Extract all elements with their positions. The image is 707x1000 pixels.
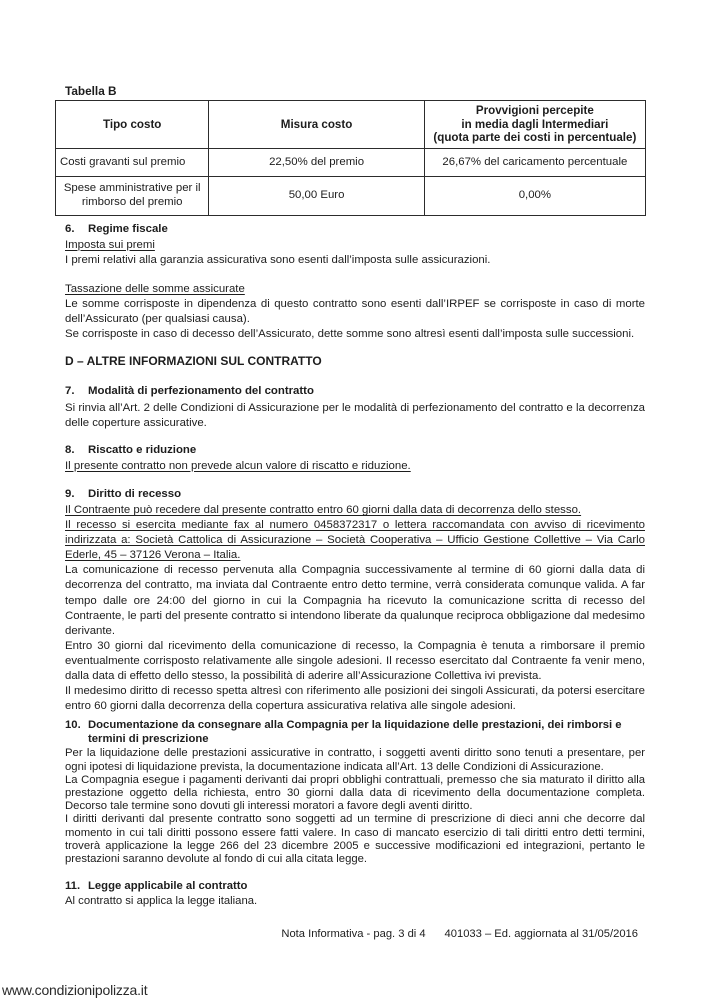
section-title: Regime fiscale	[88, 222, 168, 235]
section-7-heading	[65, 384, 645, 399]
paragraph: La comunicazione di recesso pervenuta alla Compagnia successivamente al termine di 60 giorni dalla data di decorrenza del contratto, ma inviata dal Contraente entro detto termine, verrà considerata comunque valida. A far tempo dalle ore 24:00 del giorno in cui la Compagnia ha ricevuto la comunicazione scritta di recesso del Contraente, le parti del presente contratto si intendono liberate da qualunque reciproca obbligazione dal medesimo derivante.	[65, 564, 645, 637]
footer-edition-info: 401033 – Ed. aggiornata al 31/05/2016	[444, 928, 638, 940]
section-6	[65, 222, 645, 343]
paragraph: Se corrisposte in caso di decesso dell’Assicurato, dette somme sono altresì esenti dall’imposta sulle successioni.	[65, 328, 635, 341]
section-9	[65, 487, 645, 714]
section-title: Modalità di perfezionamento del contratto	[88, 385, 314, 398]
header-misura-costo: Misura costo	[209, 101, 424, 149]
section-11	[65, 880, 645, 908]
paragraph: Per la liquidazione delle prestazioni assicurative in contratto, i soggetti aventi diritto sono tenuti a presentare, per ogni ipotesi di liquidazione prevista, la documentazione indicata all’Art. 13 delle Condizioni di Assicurazione.	[65, 747, 645, 773]
header-tipo-costo: Tipo costo	[56, 101, 209, 149]
paragraph: Entro 30 giorni dal ricevimento della comunicazione di recesso, la Compagnia è tenuta a rimborsare il premio eventualmente corrisposto relativamente alle singole adesioni. Il recesso esercitato dal Contraente fa venir meno, dalla data di effetto dello stesso, la possibilità di aderire all’Assicurazione Collettiva ivi prevista.	[65, 639, 645, 682]
cell-provvigioni: 26,67% del caricamento percentuale	[424, 148, 645, 177]
watermark-url: www.condizionipolizza.it	[2, 982, 148, 998]
section-number: 7.	[65, 385, 75, 398]
section-title: Riscatto e riduzione	[88, 443, 197, 456]
header-provvigioni	[424, 101, 645, 149]
section-number: 8.	[65, 443, 75, 456]
section-number: 11.	[65, 880, 81, 893]
section-11-heading	[65, 880, 645, 894]
page-footer	[0, 928, 707, 940]
section-8-heading	[65, 443, 645, 458]
table-row	[56, 177, 646, 215]
header-provvigioni-line3: (quota parte dei costi in percentuale)	[433, 131, 637, 145]
section-number: 6.	[65, 222, 75, 235]
section-6-heading	[65, 222, 645, 237]
cell-provvigioni: 0,00%	[424, 177, 645, 215]
section-title: Documentazione da consegnare alla Compagnia per la liquidazione delle prestazioni, dei rimborsi e termini di prescrizione	[88, 719, 622, 745]
cell-tipo-costo: Costi gravanti sul premio	[56, 148, 209, 177]
paragraph: Le somme corrisposte in dipendenza di questo contratto sono esenti dall’IRPEF se corrisposte in caso di morte dell’Assicurato (per qualsiasi causa).	[65, 298, 645, 326]
paragraph: Il medesimo diritto di recesso spetta altresì con riferimento alle posizioni dei singoli Assicurati, da potersi esercitare entro 60 giorni dalla decorrenza della copertura assicurativa relativa alle singole adesioni.	[65, 685, 645, 713]
paragraph: Al contratto si applica la legge italiana.	[65, 894, 258, 907]
paragraph: I premi relativi alla garanzia assicurativa sono esenti dall’imposta sulle assicurazioni.	[65, 253, 491, 266]
table-label: Tabella B	[65, 84, 117, 98]
table-header-row	[56, 101, 646, 149]
cell-misura-costo: 50,00 Euro	[209, 177, 424, 215]
paragraph: Si rinvia all’Art. 2 delle Condizioni di Assicurazione per le modalità di perfezionamento del contratto e la decorrenza delle coperture assicurative.	[65, 401, 645, 429]
document-content	[60, 84, 645, 908]
table-row	[56, 148, 646, 177]
subheading-imposta-premi: Imposta sui premi	[65, 238, 155, 251]
section-title: Diritto di recesso	[88, 487, 182, 500]
section-9-heading	[65, 487, 645, 502]
header-provvigioni-line2: in media dagli Intermediari	[461, 117, 609, 131]
header-provvigioni-line1: Provvigioni percepite	[475, 104, 594, 118]
paragraph: Il presente contratto non prevede alcun valore di riscatto e riduzione.	[65, 459, 411, 472]
blank-line	[65, 268, 645, 282]
section-title: Legge applicabile al contratto	[88, 880, 248, 893]
paragraph: Il recesso si esercita mediante fax al numero 0458372317 o lettera raccomandata con avviso di ricevimento indirizzata a: Società Cattolica di Assicurazione – Società Cooperativa – Ufficio Gestione Collettive – Via Carlo Ederle, 45 – 37126 Verona – Italia.	[65, 519, 645, 562]
section-7	[65, 384, 645, 430]
subheading-tassazione: Tassazione delle somme assicurate	[65, 282, 245, 295]
costs-table	[55, 100, 646, 216]
paragraph: Il Contraente può recedere dal presente contratto entro 60 giorni dalla data di decorrenza dello stesso.	[65, 503, 582, 516]
section-10	[65, 719, 645, 866]
section-number: 9.	[65, 487, 75, 500]
footer-page-info: Nota Informativa - pag. 3 di 4	[281, 928, 426, 940]
section-10-heading	[65, 719, 645, 746]
section-number: 10.	[65, 719, 81, 732]
cell-misura-costo: 22,50% del premio	[209, 148, 424, 177]
cell-tipo-costo: Spese amministrative per il rimborso del premio	[56, 177, 209, 215]
paragraph: I diritti derivanti dal presente contratto sono soggetti ad un termine di prescrizione di dieci anni che decorre dal momento in cui tali diritti possono essere fatti valere. In caso di mancato esercizio di tali diritti entro detti termini, troverà applicazione la legge 266 del 23 dicembre 2005 e successive modificazioni ed integrazioni, pertanto le prestazioni saranno devolute al fondo di cui alla citata legge.	[65, 813, 645, 866]
section-d-heading: D – ALTRE INFORMAZIONI SUL CONTRATTO	[65, 354, 322, 369]
section-8	[65, 443, 645, 474]
paragraph: La Compagnia esegue i pagamenti derivanti dai propri obblighi contrattuali, premesso che sia maturato il diritto alla prestazione oggetto della richiesta, entro 30 giorni dalla data di ricevimento della documentazione completa. Decorso tale termine sono dovuti gli interessi moratori a favore degli aventi diritto.	[65, 773, 645, 813]
